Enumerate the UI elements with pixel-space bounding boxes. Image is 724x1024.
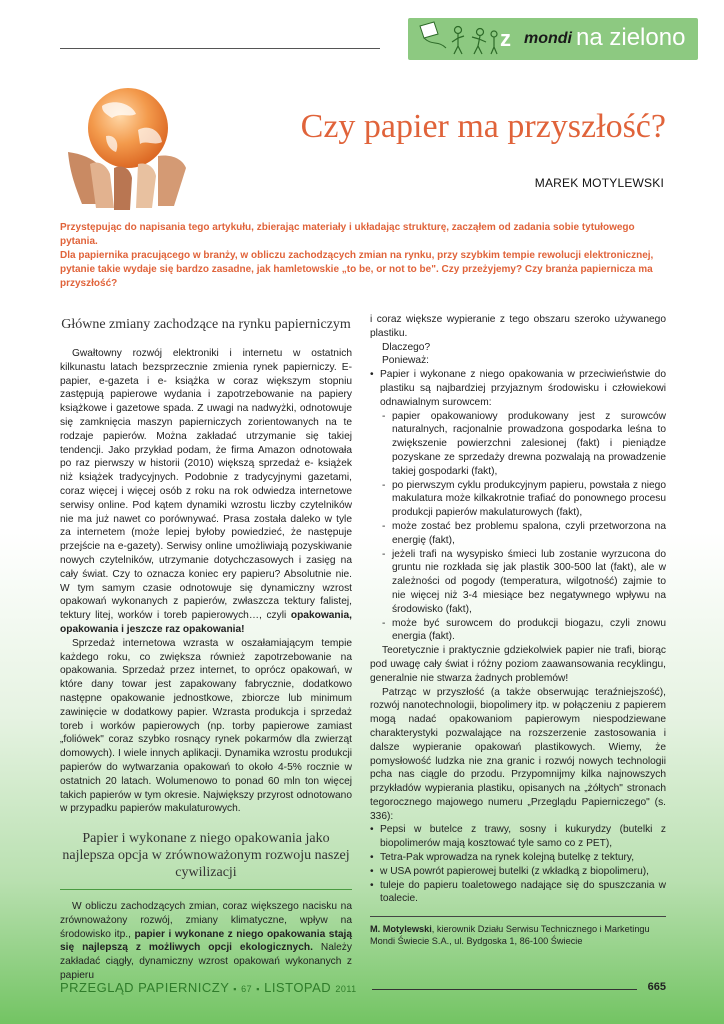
body-paragraph [60,900,352,983]
body-bold-text: papier i wykonane z niego opakowania stają się najlepszą z możliwych opcji ekologicznych. [60,928,352,954]
dash-item: - jeżeli trafi na wysypisko śmieci lub zostanie wyrzucona do gruntu nie rozkłada się jak plastik 300-500 lat (fakt), ale w zależności od pogody (temperatura, wilgotność) zajmie to nie więcej niż 3-4 miesiące bez negatywnego wpływu na środowisko (fakt), [370,548,666,617]
body-paragraph: Sprzedaż internetowa wzrasta w oszałamiającym tempie każdego roku, co zwiększa również zapotrzebowanie na opakowania. Sprzedaż przez internet, to oprócz opakowań, w które dany towar jest zapakowany fabrycznie, dodatkowo następne opakowanie jednostkowe, zbiorcze lub minimum zawinięcie w dodatkowy papier. Wzrasta produkcja i sprzedaż toreb i worków papierowych (np. torby papierowe zamiast „foliówek" coraz szybko rosnący rynek pokarmów dla zwierząt domowych). I wiele innych aplikacji. Dynamika wzrostu produkcji papierów do wytwarzania opakowań to około 4-5% rocznie w ostatnich 20 latach. Wolumenowo to ponad 60 mln ton więcej takich papierów w tym okresie. Największy przyrost odnotowano w przypadku papierów makulaturowych. [60,637,352,815]
bullet-item: • w USA powrót papierowej butelki (z wkładką z biopolimeru), [370,865,666,879]
mondi-na-zielono-logo [408,18,698,60]
brand-z: z [500,26,511,51]
body-paragraph: Teoretycznie i praktycznie gdziekolwiek papier nie trafi, biorąc pod uwagę cały świat i różny poziom zaawansowania recyklingu, generalnie nie stwarza żadnych problemów! [370,645,666,684]
footer-rule [372,989,637,990]
section-divider [60,889,352,890]
article-lead [60,221,666,291]
section-heading: Papier i wykonane z niego opakowania jako najlepsza opcja w zrównoważonym rozwoju naszej cywilizacji [62,831,350,881]
header-rule [60,48,380,49]
footnote-divider [370,916,666,917]
lead-paragraph: Przystępując do napisania tego artykułu, zbierając materiały i układając strukturę, zacząłem od zadania sobie tytułowego pytania. [60,222,635,247]
body-paragraph: i coraz większe wypieranie z tego obszaru szeroko używanego plastiku. [370,314,666,339]
body-bold-text: opakowania, opakowania i jeszcze raz opakowania! [60,610,352,635]
journal-info: PRZEGLĄD PAPIERNICZY ▪ 67 ▪ LISTOPAD 2011 [60,980,357,995]
bullet-item: • Papier i wykonane z niego opakowania w przeciwieństwie do plastiku są najbardziej przyjaznym środowisku i człowiekowi odnawialnym surowcem: [370,368,666,409]
brand-zielono: na zielono [576,24,686,51]
hands-holding-globe-image [62,84,190,210]
journal-month: LISTOPAD [264,980,332,995]
lead-paragraph: Dla papiernika pracującego w branży, w obliczu zachodzących zmian na rynku, przy szybkim tempie rewolucji elektronicznej, pytanie takie wydaje się bardzo zasadne, jak hamletowskie „to be, or not to be". Czy przeżyjemy? Czy branża papiernicza ma przyszłość? [60,250,654,289]
dash-item: - może być surowcem do produkcji biogazu, czyli znowu energia (fakt). [370,617,666,645]
body-text: Należy zakładać ciągły, dynamiczny wzrost opakowań wykonanych z papieru [60,942,352,982]
children-kite-icon [412,20,500,58]
article-author: MAREK MOTYLEWSKI [534,176,664,190]
article-title: Czy papier ma przyszłość? [300,108,666,145]
body-paragraph: Ponieważ: [382,355,430,367]
footnote-text: , kierownik Działu Serwisu Technicznego i Marketingu Mondi Świecie S.A., ul. Bydgoska 1, 86-100 Świecie [370,924,650,947]
section-heading: Główne zmiany zachodzące na rynku papierniczym [61,317,351,332]
journal-year: 2011 [335,984,357,994]
bullet-item: • Tetra-Pak wprowadza na rynek kolejną butelkę z tektury, [370,851,666,865]
bullet-item: • tuleje do papieru toaletowego nadające się do spuszczania w toalecie. [370,879,666,907]
dash-item: - może zostać bez problemu spalona, czyli przetworzona na energię (fakt), [370,520,666,548]
journal-name: PRZEGLĄD PAPIERNICZY [60,980,230,995]
dash-item: - papier opakowaniowy produkowany jest z surowców naturalnych, racjonalnie prowadzona gospodarka leśna to zwiększenie powierzchni zalesionej (fakt) i pieniądze pozyskane ze sprzedaży drewna pozwalają na prowadzenie takiej gospodarki (fakt), [370,410,666,479]
body-paragraph [60,347,352,637]
bullet-item: • Pepsi w butelce z trawy, sosny i kukurydzy (butelki z biopolimerów mają kosztować tyle samo co z PET), [370,823,666,851]
dash-item: - po pierwszym cyklu produkcyjnym papieru, powstała z niego makulatura może kilkakrotnie trafiać do ponownego procesu produkcji papierów makulaturowych (fakt), [370,479,666,520]
journal-volume: 67 [241,984,253,994]
page-footer [60,980,666,1000]
page-number: 665 [647,981,666,993]
author-footnote [370,923,666,947]
footnote-name: M. Motylewski [370,924,432,935]
body-text: W obliczu zachodzących zmian, coraz większego nacisku na zrównoważony rozwój, zmiany klimatyczne, wpływ na środowisko itp., [60,901,352,940]
brand-mondi: mondi [524,30,572,47]
body-paragraph: Dlaczego? [382,341,431,353]
left-column [60,316,352,983]
right-column [370,313,666,947]
body-paragraph: Patrząc w przyszłość (a także obserwując teraźniejszość), rozwój nanotechnologii, biopolimery itp. w połączeniu z papierem mogą nadać opakowaniom papierowym niespodziewane charakterystyki pozwalające na rozszerzenie zastosowania i dalsze wypieranie opakowań plastikowych. Wiemy, że pomysłowość ludzka nie zna granic i rozwój nowych technologii pcha nas ciągle do przodu. Przypomnijmy kilka najnowszych przykładów wypierania plastiku, opisanych na „żółtych" stronach tegorocznego majowego numeru „Przeglądu Papierniczego" (s. 336): [370,686,666,822]
body-text: Gwałtowny rozwój elektroniki i internetu w ostatnich kilkunastu latach bezsprzecznie zmienia rynek papierniczy. E-papier, e-gazeta i e- książka w coraz większym stopniu zastępują papierowe wydania i zapotrzebowanie na papiery książkowe i gazetowe spada. Z uwagi na nadwyżki, odnotowuje się zamknięcia maszyn papierniczych zorientowanych na te rodzaje papierów. Można zakładać utrzymanie się takiej tendencji. Jako przykład podam, że firma Amazon odnotowała po raz pierwszy w historii (2010) większą sprzedaż e- książek niż książek tradycyjnych. Podobnie z tradycyjnymi gazetami, coraz więcej i więcej osób z roku na rok odwiedza internetowe serwisy online. Pod kątem dynamiki wzrostu liczby czytelników nie ma już nawet co porównywać. Prasa została daleko w tyle za internetem (może lepiej byłoby powiedzieć, że następuje przejście na e-gazety). Serwisy online umożliwiają pozyskiwanie nowych czytelników, utrzymanie dotychczasowych i zasięg na cały świat. Czy to oznacza koniec ery papieru? Absolutnie nie. W tym samym czasie odnotowuje się dynamiczny wzrost opakowań wykonanych z papierów, zwłaszcza tektury falistej, tektury litej, worków i toreb papierowych…, czyli [60,348,352,622]
